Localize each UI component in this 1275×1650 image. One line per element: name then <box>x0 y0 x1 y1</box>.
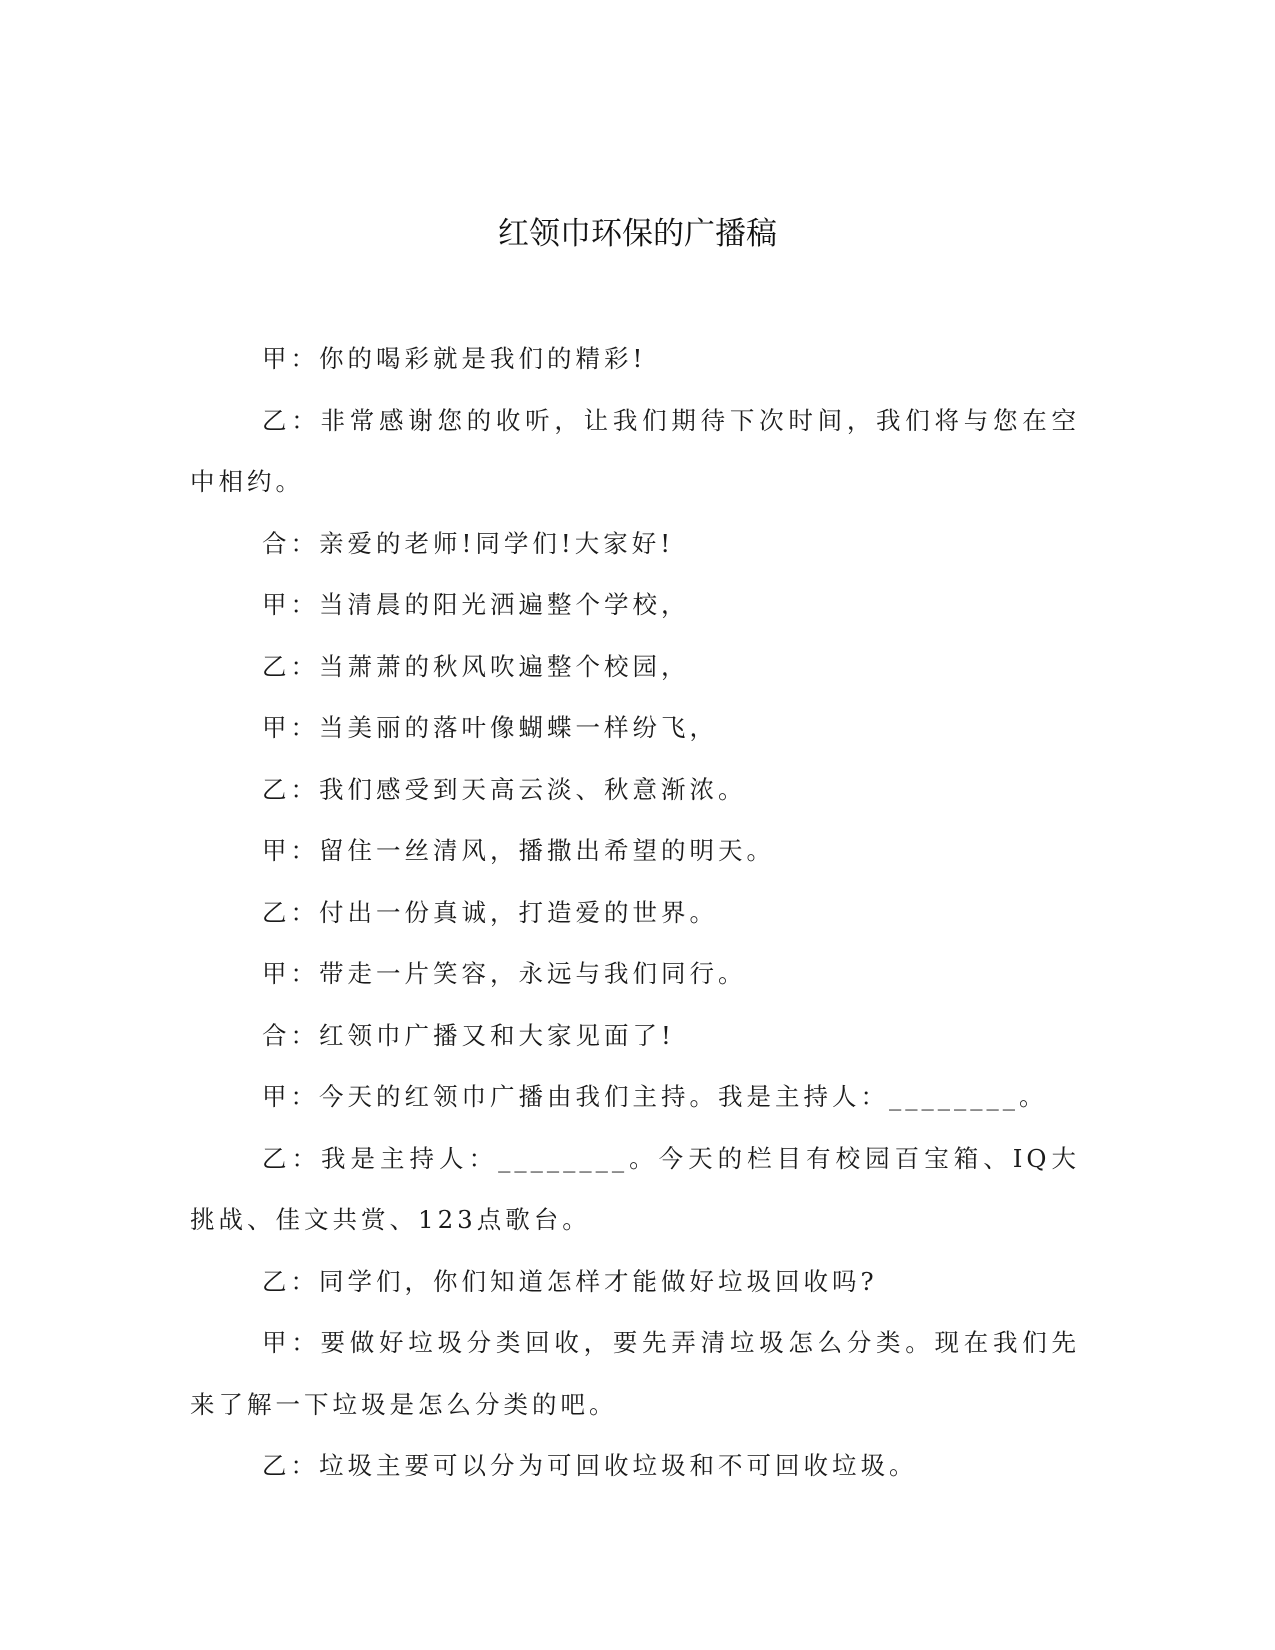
paragraph: 乙：垃圾主要可以分为可回收垃圾和不可回收垃圾。 <box>262 1451 918 1480</box>
document-body <box>190 328 1080 1497</box>
paragraph: 甲：当清晨的阳光洒遍整个学校， <box>262 590 690 619</box>
paragraph: 乙：付出一份真诚，打造爱的世界。 <box>262 897 718 927</box>
paragraph: 合：亲爱的老师!同学们!大家好! <box>262 528 675 558</box>
paragraph: 乙：当萧萧的秋风吹遍整个校园， <box>262 651 690 681</box>
paragraph: 乙：非常感谢您的收听，让我们期待下次时间，我们将与您在空中相约。 <box>190 405 1080 496</box>
paragraph: 甲：留住一丝清风，播撒出希望的明天。 <box>262 836 775 865</box>
paragraph: 乙：我们感受到天高云淡、秋意渐浓。 <box>262 774 747 804</box>
paragraph: 甲：要做好垃圾分类回收，要先弄清垃圾怎么分类。现在我们先来了解一下垃圾是怎么分类的吧。 <box>190 1328 1080 1419</box>
paragraph: 甲：当美丽的落叶像蝴蝶一样纷飞， <box>262 713 718 742</box>
paragraph: 合：红领巾广播又和大家见面了! <box>262 1020 675 1050</box>
paragraph: 甲：带走一片笑容，永远与我们同行。 <box>262 959 747 988</box>
paragraph: 甲：你的喝彩就是我们的精彩! <box>262 344 647 373</box>
paragraph: 甲：今天的红领巾广播由我们主持。我是主持人：________。 <box>262 1082 1048 1111</box>
paragraph: 乙：我是主持人：________。今天的栏目有校园百宝箱、IQ大挑战、佳文共赏、123点歌台。 <box>190 1143 1080 1234</box>
document-title: 红领巾环保的广播稿 <box>498 216 777 252</box>
paragraph: 乙：同学们，你们知道怎样才能做好垃圾回收吗? <box>262 1266 878 1296</box>
